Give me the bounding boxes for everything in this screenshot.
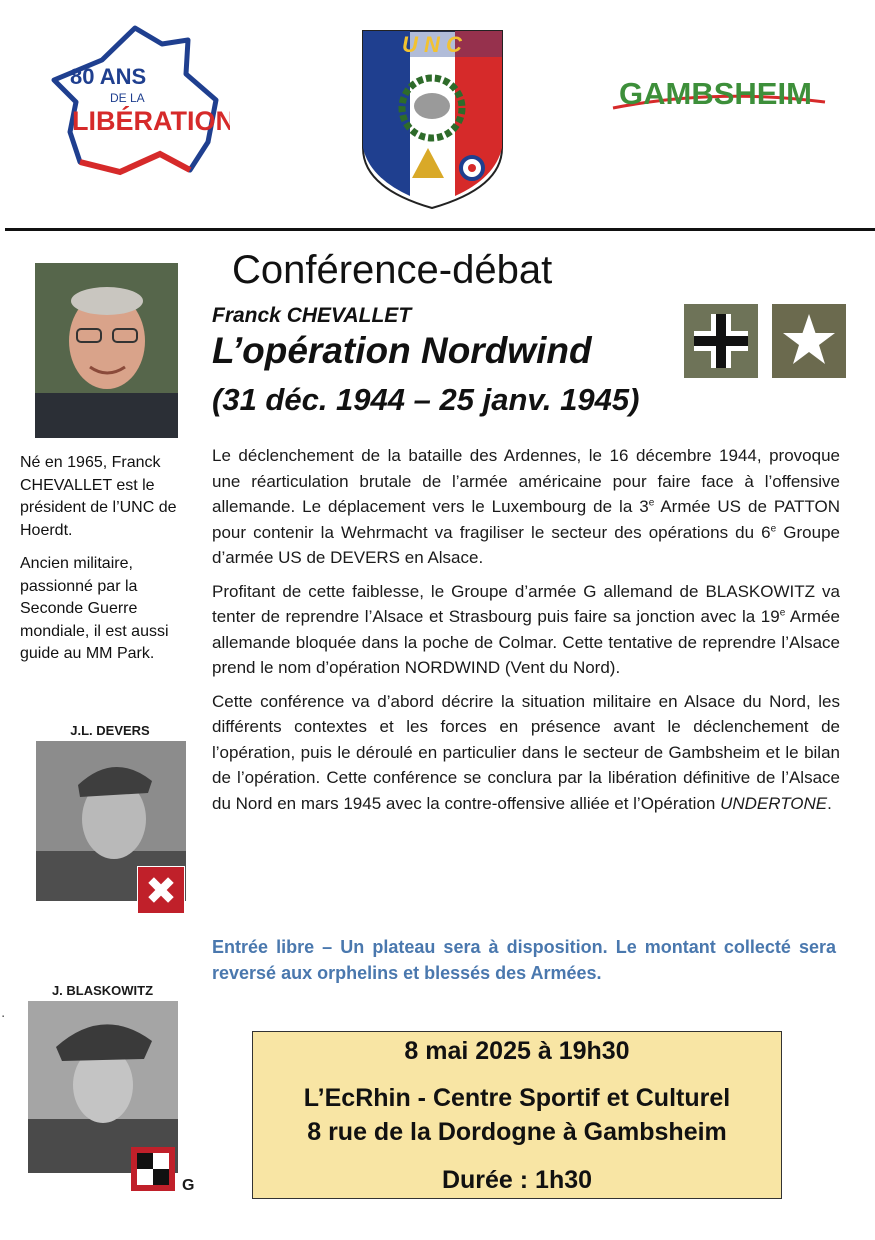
unc-shield-logo xyxy=(360,28,505,210)
description xyxy=(212,443,840,824)
logo-80-line1: 80 ANS xyxy=(70,64,147,89)
speaker-bio xyxy=(20,452,195,677)
speaker-photo xyxy=(35,263,178,438)
event-date: 8 mai 2025 à 19h30 xyxy=(404,1037,630,1065)
event-venue: L’EcRhin - Centre Sportif et Culturel xyxy=(303,1084,731,1112)
p2-part-a: Profitant de cette faiblesse, le Groupe d’armée G allemand de BLASKOWITZ va tenter de reprendre l’Alsace et Strasbourg puis faire sa jonction avec la 19 xyxy=(212,581,840,626)
balkenkreuz-icon xyxy=(684,304,758,378)
bio-paragraph-1: Né en 1965, Franck CHEVALLET est le président de l’UNC de Hoerdt. xyxy=(20,454,177,539)
p3-end: . xyxy=(827,793,832,813)
header-divider xyxy=(5,228,875,231)
event-address: 8 rue de la Dordogne à Gambsheim xyxy=(307,1118,727,1146)
blaskowitz-unit-patch-icon xyxy=(131,1147,175,1191)
p1-sup-2: e xyxy=(770,522,777,534)
p2-part-b: Armée allemande bloquée dans la poche de Colmar. Cette tentative de reprendre l’Alsace prend le nom d’opération NORDWIND (Vent du Nord). xyxy=(212,607,841,677)
gambsheim-logo xyxy=(605,68,830,120)
p1-part-a: Le déclenchement de la bataille des Ardennes, le 16 décembre 1944, provoque une réarticulation brutale de l’armée américaine pour faire face à l’offensive allemande. Le déplacement vers le Luxembourg de la 3 xyxy=(212,446,840,516)
devers-caption: J.L. DEVERS xyxy=(70,723,150,738)
blaskowitz-marker: G xyxy=(182,1177,195,1194)
entry-notice: Entrée libre – Un plateau sera à disposition. Le montant collecté sera reversé aux orphelins et blessés des Armées. xyxy=(212,937,836,983)
p1-part-c: Groupe d’armée US de DEVERS en Alsace. xyxy=(212,522,840,567)
logo-80-line2: DE LA xyxy=(110,91,145,105)
france-map-icon xyxy=(40,22,230,182)
gambsheim-logo-text: GAMBSHEIM xyxy=(619,76,812,111)
event-info-box xyxy=(252,1031,782,1199)
description-paragraph-2 xyxy=(212,579,840,681)
80-ans-liberation-logo xyxy=(40,22,230,182)
description-paragraph-3 xyxy=(212,689,840,817)
devers-unit-patch-icon xyxy=(137,866,185,914)
logo-80-line3: LIBÉRATION xyxy=(72,106,230,136)
p3-italic: UNDERTONE xyxy=(720,793,828,813)
p1-part-b: Armée US de PATTON pour contenir la Wehrmacht va fragiliser le secteur des opérations du 6 xyxy=(212,497,840,542)
blaskowitz-caption: J. BLASKOWITZ xyxy=(51,983,154,998)
operation-title: L’opération Nordwind xyxy=(212,330,592,371)
p3-part-a: Cette conférence va d’abord décrire la situation militaire en Alsace du Nord, les différents contextes et les forces en présence avant le déclenchement de l’opération, puis le déroulé en particulier dans le secteur de Gambsheim et le bilan de l’opération. Cette conférence se conclura par la libération définitive de l’Alsace du Nord en mars 1945 avec la contre-offensive alliée et l’Opération xyxy=(212,691,840,813)
operation-dates: (31 déc. 1944 – 25 janv. 1945) xyxy=(212,382,640,417)
unc-letters: U N C xyxy=(402,32,462,57)
event-duration: Durée : 1h30 xyxy=(441,1166,593,1194)
p1-sup-1: e xyxy=(648,497,655,509)
speaker-name: Franck CHEVALLET xyxy=(212,304,412,327)
p2-sup: e xyxy=(779,607,786,619)
allied-star-icon xyxy=(772,304,846,378)
page-title: Conférence-débat xyxy=(232,248,553,292)
bio-paragraph-2: Ancien militaire, passionné par la Seconde Guerre mondiale, il est aussi guide au MM Park. xyxy=(20,555,169,662)
tiny-mark: ▪ xyxy=(2,1014,5,1020)
description-paragraph-1 xyxy=(212,443,840,571)
